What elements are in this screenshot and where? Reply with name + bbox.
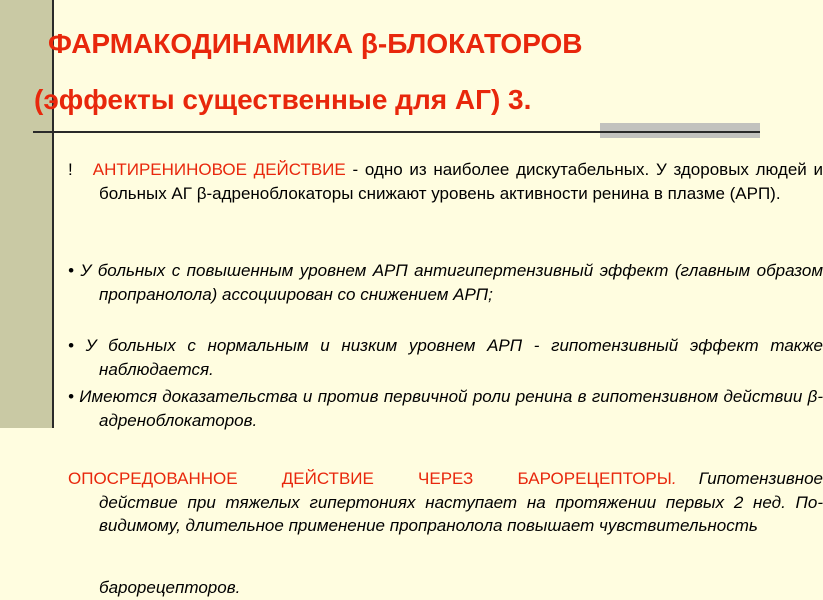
bullet-text: У больных с повышенным уровнем АРП антигипертензивный эффект (главным образом пропранолола) ассоциирован со снижением АРП; bbox=[73, 261, 823, 304]
bullet-dot: • bbox=[68, 336, 74, 355]
term-baroreceptors: ОПОСРЕДОВАННОЕ ДЕЙСТВИЕ ЧЕРЕЗ БАРОРЕЦЕПТОРЫ bbox=[68, 469, 672, 488]
slide-title: ФАРМАКОДИНАМИКА β-БЛОКАТОРОВ bbox=[48, 28, 583, 59]
bullet-normal-arp bbox=[68, 334, 823, 381]
paragraph-baroreceptors bbox=[68, 467, 823, 538]
slide-subtitle: (эффекты существенные для АГ) 3. bbox=[34, 84, 532, 115]
paragraph-text: - одно из наиболее дискутабельных. У здоровых людей и больных АГ β-адреноблокаторы снижают уровень активности ренина в плазме (АРП). bbox=[99, 160, 823, 203]
title-rule bbox=[33, 131, 760, 133]
paragraph-last-line: барорецепторов. bbox=[99, 578, 241, 597]
left-decor-line bbox=[52, 0, 54, 428]
term-antirenin: АНТИРЕНИНОВОЕ ДЕЙСТВИЕ bbox=[92, 160, 346, 179]
exclamation-bullet: ! bbox=[68, 160, 73, 179]
paragraph-text: Гипотензивное действие при тяжелых гипертониях наступает на протяжении первых 2 нед. По-видимому, длительное применение пропранолола повышает чувствительность bbox=[99, 469, 823, 535]
bullet-text: У больных с нормальным и низким уровнем АРП - гипотензивный эффект также наблюдается. bbox=[73, 336, 823, 379]
paragraph-antirenin bbox=[68, 158, 823, 205]
bullet-dot: • bbox=[68, 387, 74, 406]
bullet-dot: • bbox=[68, 261, 74, 280]
left-decor-bar bbox=[0, 0, 52, 428]
bullet-text: Имеются доказательства и против первичной роли ренина в гипотензивном действии β-адреноблокаторов. bbox=[73, 387, 823, 430]
bullet-evidence bbox=[68, 385, 823, 432]
term-suffix: . bbox=[671, 469, 677, 488]
bullet-high-arp bbox=[68, 259, 823, 306]
